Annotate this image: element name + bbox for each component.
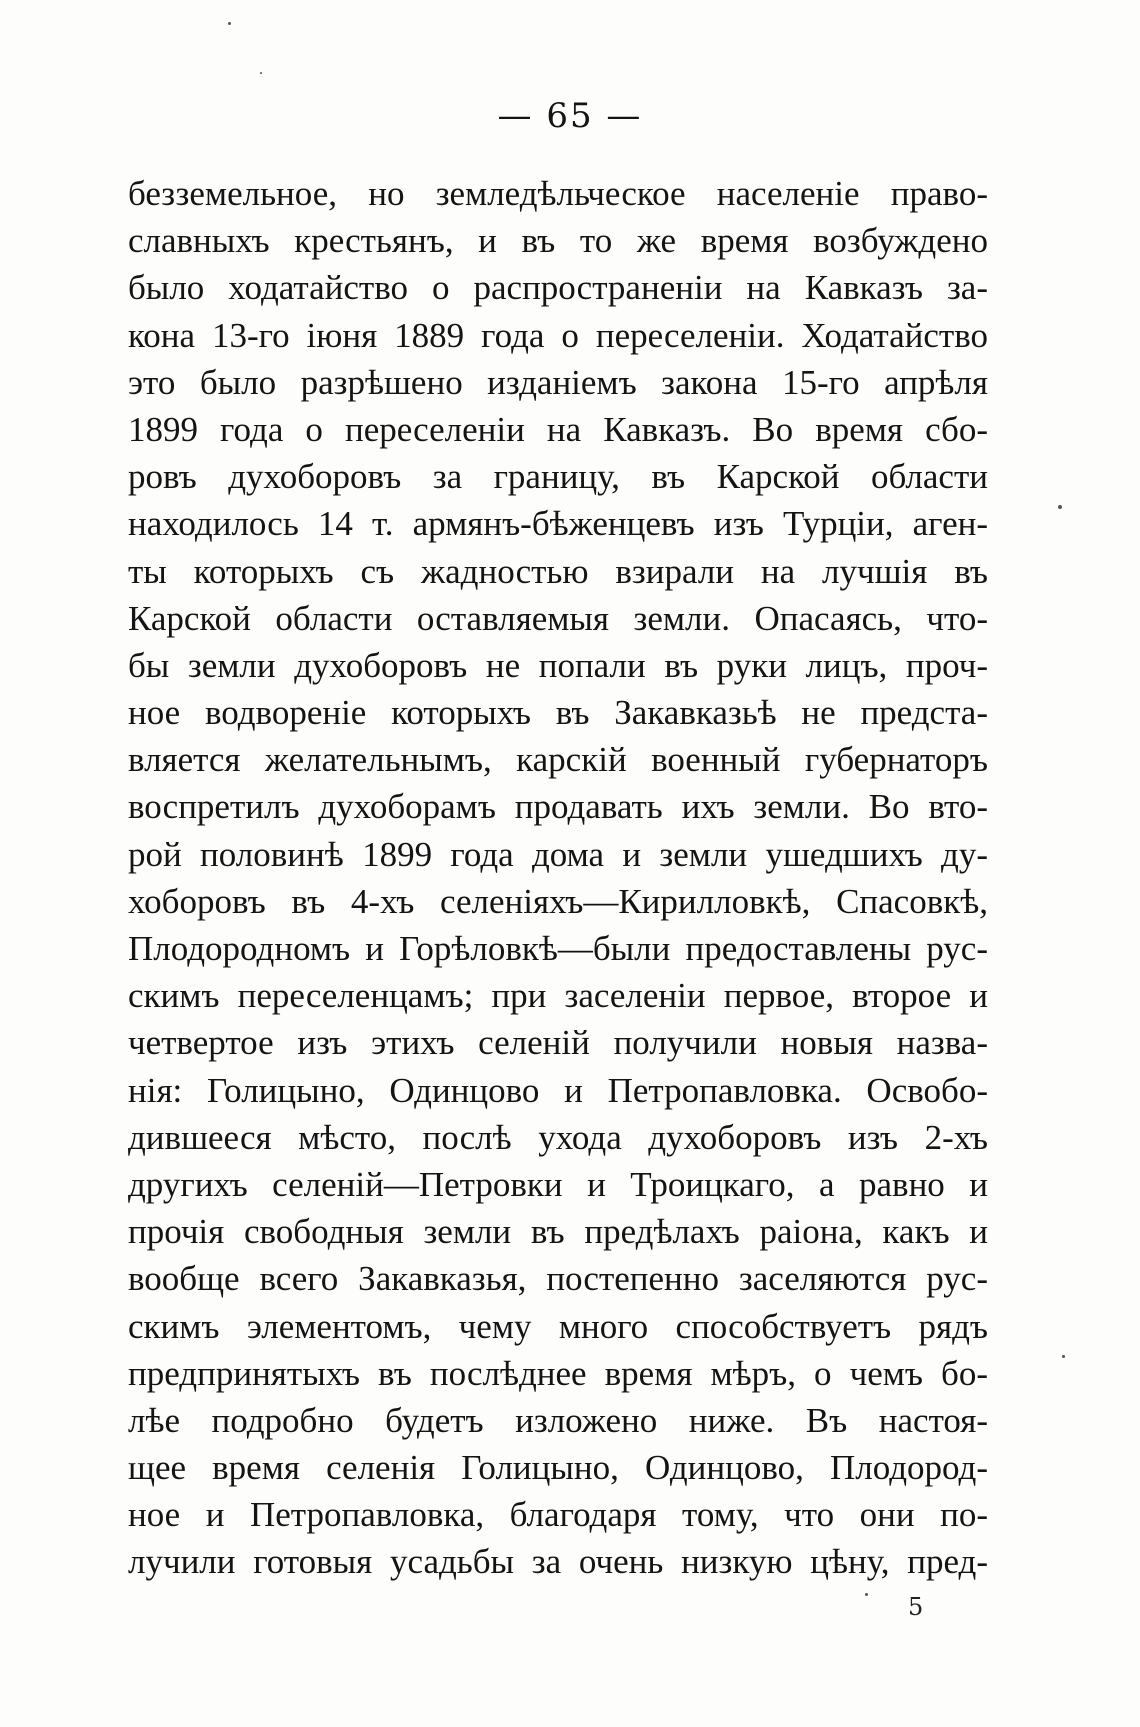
text-line-19: четвертое изъ этихъ селеній получили новыя назва-: [128, 1023, 988, 1063]
text-line-2: славныхъ крестьянъ, и въ то же время возбуждено: [128, 221, 988, 261]
text-line-13: вляется желательнымъ, карскій военный губернаторъ: [128, 740, 988, 780]
text-line-5: это было разрѣшено изданіемъ закона 15-го апрѣля: [128, 362, 988, 402]
text-line-22: другихъ селеній—Петровки и Троицкаго, а равно и: [128, 1164, 988, 1204]
text-line-1: безземельное, но земледѣльческое населеніе право-: [128, 174, 988, 213]
text-line-10: Карской области оставляемыя земли. Опасаясь, что-: [128, 598, 988, 638]
page-number: — 65 —: [497, 96, 643, 136]
text-line-4: кона 13-го іюня 1889 года о переселеніи. Ходатайство: [128, 315, 988, 355]
text-line-20: нія: Голицыно, Одинцово и Петропавловка. Освобо-: [128, 1070, 988, 1110]
body-text: [128, 170, 988, 1586]
scan-speck: [260, 72, 262, 74]
text-line-23: прочія свободныя земли въ предѣлахъ раіона, какъ и: [128, 1212, 988, 1252]
text-line-28: щее время селенія Голицыно, Одинцово, Плодород-: [128, 1448, 988, 1488]
text-line-6: 1899 года о переселеніи на Кавказъ. Во время сбо-: [128, 409, 988, 449]
text-line-7: ровъ духоборовъ за границу, въ Карской области: [128, 457, 988, 497]
text-line-26: предпринятыхъ въ послѣднее время мѣръ, о чемъ бо-: [128, 1353, 988, 1393]
text-line-29: ное и Петропавловка, благодаря тому, что они по-: [128, 1495, 988, 1535]
text-line-27: лѣе подробно будетъ изложено ниже. Въ настоя-: [128, 1400, 988, 1440]
scan-speck: [228, 22, 231, 25]
text-line-14: воспретилъ духоборамъ продавать ихъ земли. Во вто-: [128, 787, 988, 827]
printer-signature-mark: 5: [908, 1593, 924, 1621]
scan-speck: [865, 1593, 868, 1596]
text-line-21: дившееся мѣсто, послѣ ухода духоборовъ изъ 2-хъ: [128, 1117, 988, 1157]
text-line-24: вообще всего Закавказья, постепенно заселяются рус-: [128, 1259, 988, 1299]
text-line-30: лучили готовыя усадьбы за очень низкую цѣну, пред-: [128, 1542, 988, 1582]
text-line-9: ты которыхъ съ жадностью взирали на лучшія въ: [128, 551, 988, 591]
text-line-3: было ходатайство о распространеніи на Кавказъ за-: [128, 268, 988, 308]
text-line-16: хоборовъ въ 4-хъ селеніяхъ—Кирилловкѣ, Спасовкѣ,: [128, 881, 988, 921]
text-line-18: скимъ переселенцамъ; при заселеніи первое, второе и: [128, 976, 988, 1016]
text-line-17: Плодородномъ и Горѣловкѣ—были предоставлены рус-: [128, 929, 988, 968]
scan-speck: [1062, 1355, 1065, 1358]
text-line-15: рой половинѣ 1899 года дома и земли ушедшихъ ду-: [128, 834, 988, 874]
text-line-8: находилось 14 т. армянъ-бѣженцевъ изъ Турціи, аген-: [128, 504, 988, 544]
text-line-11: бы земли духоборовъ не попали въ руки лицъ, проч-: [128, 645, 988, 685]
text-line-25: скимъ элементомъ, чему много способствуетъ рядъ: [128, 1306, 988, 1346]
text-line-12: ное водвореніе которыхъ въ Закавказьѣ не предста-: [128, 693, 988, 733]
scan-speck: [1058, 505, 1062, 509]
